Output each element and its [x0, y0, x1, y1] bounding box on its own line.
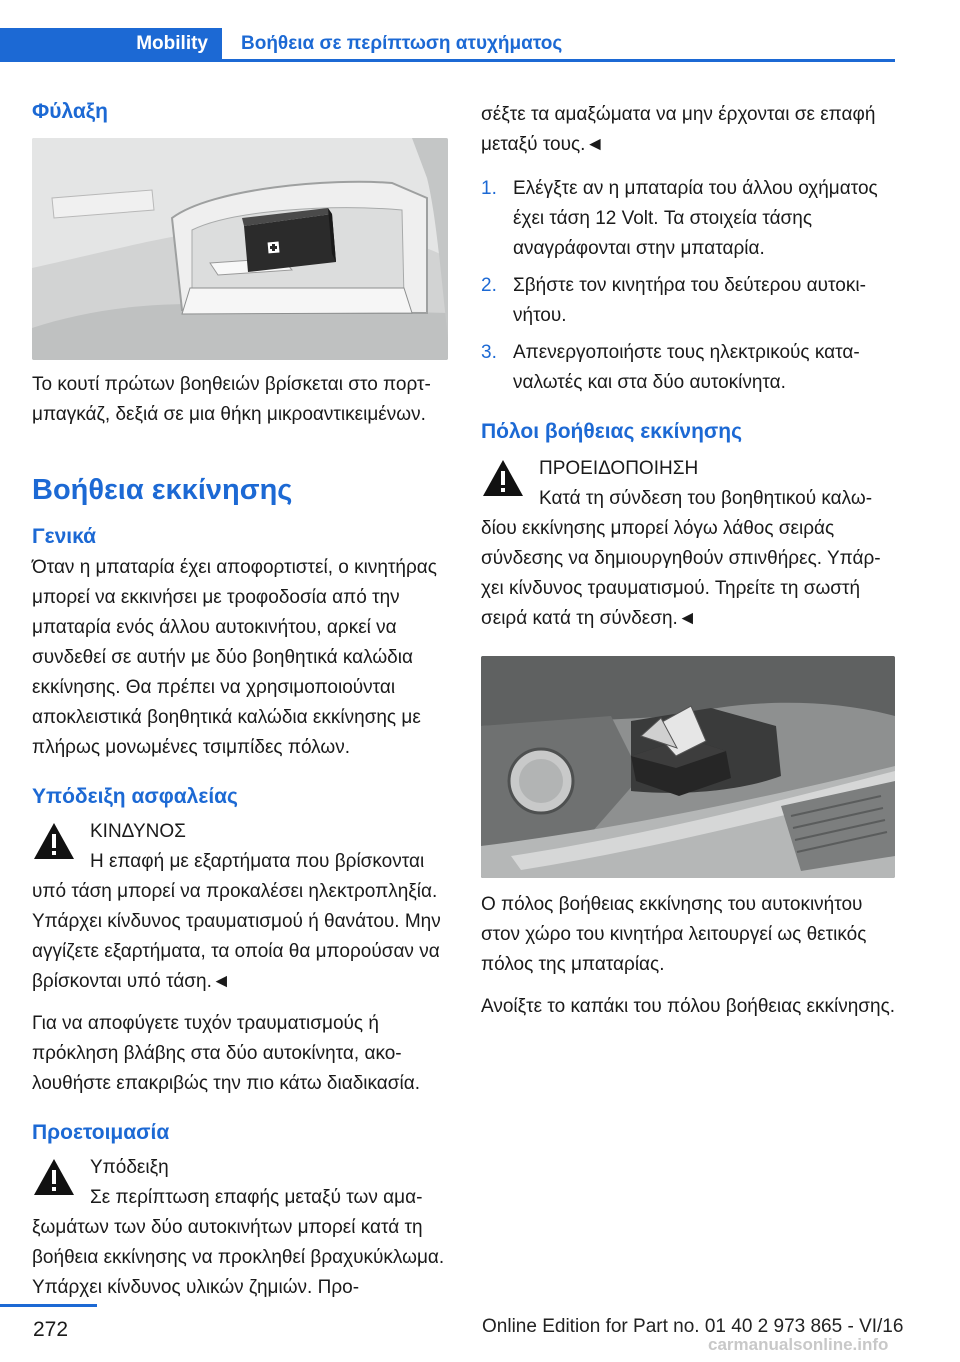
running-header	[0, 28, 895, 62]
step-item: 1. Ελέγξτε αν η μπαταρία του άλλου οχήματος έχει τάση 12 Volt. Τα στοιχεία τάσης αναγράφονται στην μπαταρία.	[481, 178, 878, 259]
first-aid-kit-box	[242, 208, 336, 272]
engine-bay-illustration	[481, 656, 895, 878]
open-cap-paragraph: Ανοίξτε το καπάκι του πόλου βοήθειας εκκίνησης.	[481, 996, 896, 1017]
danger-text: Η επαφή με εξαρτήματα που βρίσκονται υπό τάση μπορεί να προκαλέσει ηλεκτροπληξία. Υπάρχει κίνδυνος τραυματισμού ή θανάτου. Μην αγγίζετε εξαρτήματα, τα οποία θα μπορούσαν να βρίσκονται υπό τάση.◄	[32, 851, 441, 992]
danger-notice	[32, 817, 448, 997]
danger-title: ΚΙΝΔΥΝΟΣ	[90, 821, 186, 842]
footer-rule	[0, 1304, 97, 1307]
preparation-steps	[481, 174, 895, 398]
heading-jump-start: Βοήθεια εκκίνησης	[32, 474, 293, 506]
header-tab-label: Mobility	[136, 33, 208, 54]
first-aid-caption: Το κουτί πρώτων βοηθειών βρίσκεται στο πορτ-μπαγκάζ, δεξιά σε μια θήκη μικροαντικειμένων.	[32, 374, 431, 425]
page-number: 272	[33, 1318, 69, 1341]
heading-storage: Φύλαξη	[32, 100, 108, 123]
header-section-title: Βοήθεια σε περίπτωση ατυχήματος	[241, 33, 563, 54]
warning-triangle-icon	[481, 458, 525, 498]
warning-triangle-icon	[32, 1157, 76, 1197]
avoid-damage-paragraph: Για να αποφύγετε τυχόν τραυματισμούς ή πρόκληση βλάβης στα δύο αυτοκίνητα, ακολουθήστε επακριβώς την πιο κάτω διαδικασία.	[32, 1013, 420, 1094]
right-column	[481, 100, 895, 1034]
note-notice	[32, 1153, 448, 1303]
note-text: Σε περίπτωση επαφής μεταξύ των αμαξωμάτων των δύο αυτοκινήτων μπορεί κατά τη βοήθεια εκκίνησης να προκληθεί βραχυκύκλωμα. Υπάρχει κίνδυνος υλικών ζημιών. Προ-	[32, 1187, 445, 1298]
watermark: carmanualsonline.info	[708, 1335, 889, 1354]
heading-preparation: Προετοιμασία	[32, 1121, 170, 1144]
warning-notice	[481, 454, 895, 634]
general-paragraph: Όταν η μπαταρία έχει αποφορτιστεί, ο κινητήρας μπορεί να εκκινήσει με τροφοδοσία από την μπαταρία ενός άλλου αυτοκινήτου, αρκεί να συνδεθεί σε αυτήν με δύο βοηθητικά καλώδια εκκίνησης. Θα πρέπει να χρησιμοποιούνται αποκλειστικά βοηθητικά καλώδια εκκίνησης με πλήρως μονωμένες τσιμπίδες πόλων.	[32, 557, 437, 758]
header-tab	[0, 28, 222, 62]
heading-jump-start-poles: Πόλοι βοήθειας εκκίνησης	[481, 420, 743, 443]
step-item: 2. Σβήστε τον κινητήρα του δεύτερου αυτοκινήτου.	[481, 275, 866, 326]
step-item: 3. Απενεργοποιήστε τους ηλεκτρικούς καταναλωτές και στα δύο αυτοκίνητα.	[481, 342, 860, 393]
note-title: Υπόδειξη	[90, 1157, 169, 1178]
first-aid-kit-illustration	[32, 138, 448, 360]
pole-caption: Ο πόλος βοήθειας εκκίνησης του αυτοκινήτου στον χώρο του κινητήρα λειτουργεί ως θετικός πόλος της μπαταρίας.	[481, 894, 867, 975]
warning-text: Κατά τη σύνδεση του βοηθητικού καλωδίου εκκίνησης μπορεί λόγω λάθος σειράς σύνδεσης να δημιουργηθούν σπινθήρες. Υπάρχει κίνδυνος τραυματισμού. Τηρείτε τη σωστή σειρά κατά τη σύνδεση.◄	[481, 488, 881, 629]
left-column	[32, 100, 448, 1315]
edition-note: Online Edition for Part no. 01 40 2 973 865 - VI/16	[482, 1316, 904, 1337]
heading-general: Γενικά	[32, 525, 97, 548]
continued-paragraph: σέξτε τα αμαξώματα να μην έρχονται σε επαφή μεταξύ τους.◄	[481, 104, 876, 155]
warning-triangle-icon	[32, 821, 76, 861]
heading-safety-note: Υπόδειξη ασφαλείας	[32, 785, 238, 808]
header-rule	[222, 59, 895, 62]
warning-title: ΠΡΟΕΙΔΟΠΟΙΗΣΗ	[539, 458, 699, 479]
